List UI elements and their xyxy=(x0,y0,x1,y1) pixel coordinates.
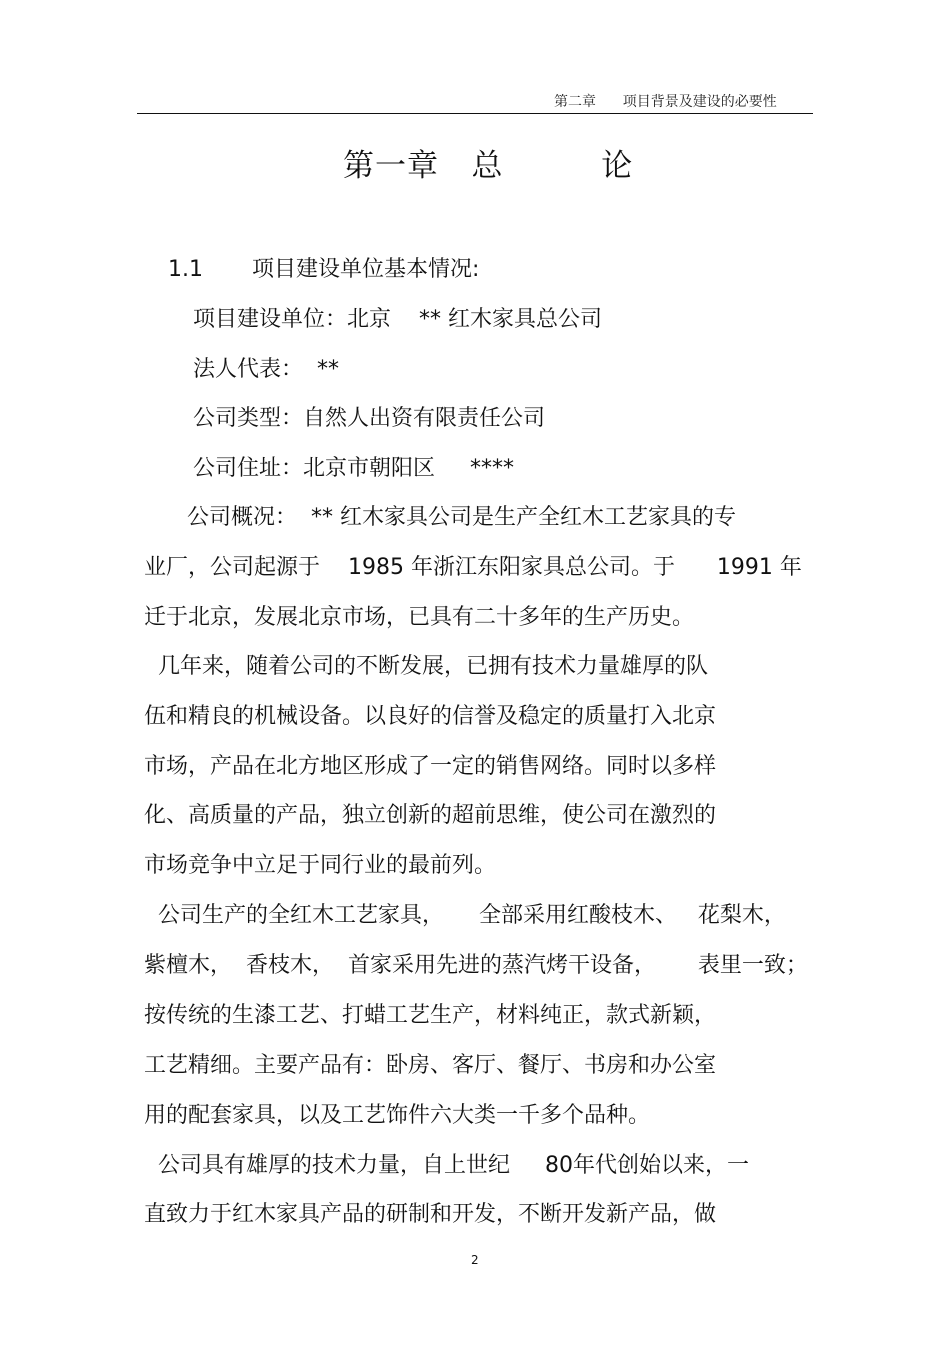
body-line: 市场竞争中立足于同行业的最前列。 xyxy=(144,853,497,878)
body-line: 公司概况： ** 红木家具公司是生产全红木工艺家具的专 xyxy=(180,505,736,530)
body-line: 按传统的生漆工艺、打蜡工艺生产，材料纯正，款式新颖， xyxy=(144,1003,717,1028)
running-header: 第二章 项目背景及建设的必要性 xyxy=(554,94,777,110)
section-heading: 1.1 项目建设单位基本情况: xyxy=(168,257,480,282)
info-line: 公司类型：自然人出资有限责任公司 xyxy=(193,406,546,431)
body-line: 紫檀木， 香枝木， 首家采用先进的蒸汽烤干设备， 表里一致； xyxy=(144,953,808,978)
body-line: 用的配套家具，以及工艺饰件六大类一千多个品种。 xyxy=(144,1103,651,1128)
body-line: 伍和精良的机械设备。以良好的信誉及稳定的质量打入北京 xyxy=(144,704,717,729)
body-line: 几年来，随着公司的不断发展，已拥有技术力量雄厚的队 xyxy=(144,654,708,679)
body-line: 公司具有雄厚的技术力量，自上世纪 80年代创始以来，一 xyxy=(144,1153,749,1178)
body-line: 公司生产的全红木工艺家具， 全部采用红酸枝木、 花梨木， xyxy=(144,903,786,928)
body-line: 直致力于红木家具产品的研制和开发，不断开发新产品，做 xyxy=(144,1202,717,1227)
chapter-title: 第一章 总 论 xyxy=(343,148,634,184)
header-rule xyxy=(137,113,813,114)
body-line: 化、高质量的产品，独立创新的超前思维，使公司在激烈的 xyxy=(144,803,717,828)
body-line: 业厂，公司起源于 1985 年浙江东阳家具总公司。于 1991 年 xyxy=(144,555,802,580)
page-number: 2 xyxy=(471,1253,479,1267)
info-line: 法人代表： ** xyxy=(193,357,339,382)
info-line: 项目建设单位：北京 ** 红木家具总公司 xyxy=(193,307,602,332)
body-line: 工艺精细。主要产品有：卧房、客厅、餐厅、书房和办公室 xyxy=(144,1053,717,1078)
body-line: 迁于北京，发展北京市场，已具有二十多年的生产历史。 xyxy=(144,605,695,630)
info-line: 公司住址：北京市朝阳区 **** xyxy=(193,456,514,481)
body-line: 市场，产品在北方地区形成了一定的销售网络。同时以多样 xyxy=(144,754,717,779)
